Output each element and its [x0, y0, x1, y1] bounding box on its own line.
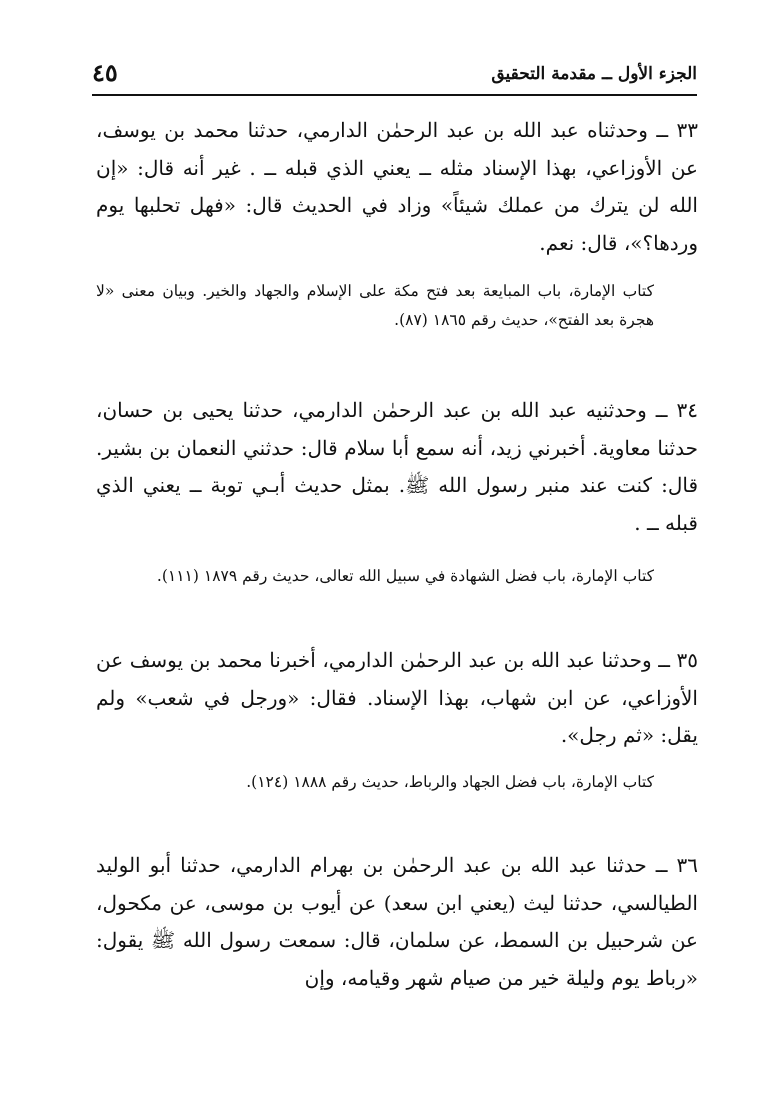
footnote-34: كتاب الإمارة، باب فضل الشهادة في سبيل الله تعالى، حديث رقم ١٨٧٩ (١١١). [156, 567, 654, 585]
hadith-paragraph-36: ٣٦ ــ حدثنا عبد الله بن عبد الرحمٰن بن بهرام الدارمي، حدثنا أبو الوليد الطيالسي، حدثنا ليث (يعني ابن سعد) عن أيوب بن موسى، عن مكحول، عن شرحبيل بن السمط، عن سلمان، قال: سمعت رسول الله ﷺ يقول: «رباط يوم وليلة خير من صيام شهر وقيامه، وإن [96, 853, 698, 990]
footnote-35-block [96, 768, 698, 797]
footnote-33: كتاب الإمارة، باب المبايعة بعد فتح مكة على الإسلام والجهاد والخير. وبيان معنى «لا هجرة بعد الفتح»، حديث رقم ١٨٦٥ (٨٧). [96, 282, 654, 329]
page-header [92, 60, 697, 96]
hadith-paragraph-33: ٣٣ ــ وحدثناه عبد الله بن عبد الرحمٰن الدارمي، حدثنا محمد بن يوسف، عن الأوزاعي، بهذا الإسناد مثله ــ يعني الذي قبله ــ . غير أنه قال: «إن الله لن يترك من عملك شيئاً» وزاد في الحديث قال: «فهل تحلبها يوم وردها؟»، قال: نعم. [96, 118, 698, 255]
entry-33 [96, 112, 698, 262]
footnote-35: كتاب الإمارة، باب فضل الجهاد والرباط، حديث رقم ١٨٨٨ (١٢٤). [246, 773, 654, 791]
running-title: الجزء الأول ــ مقدمة التحقيق [491, 64, 697, 84]
page-number: ٤٥ [92, 58, 118, 87]
hadith-paragraph-35: ٣٥ ــ وحدثنا عبد الله بن عبد الرحمٰن الدارمي، أخبرنا محمد بن يوسف عن الأوزاعي، عن ابن شهاب، بهذا الإسناد. فقال: «ورجل في شعب» ولم يقل: «ثم رجل». [96, 648, 698, 747]
entry-34 [96, 392, 698, 542]
footnote-34-block [96, 562, 698, 591]
entry-36 [96, 847, 698, 997]
entry-35 [96, 642, 698, 755]
hadith-paragraph-34: ٣٤ ــ وحدثنيه عبد الله بن عبد الرحمٰن الدارمي، حدثنا يحيى بن حسان، حدثنا معاوية. أخبرني زيد، أنه سمع أبا سلام قال: حدثني النعمان بن بشير. قال: كنت عند منبر رسول الله ﷺ. بمثل حديث أبـي توبة ــ يعني الذي قبله ــ . [96, 398, 698, 535]
footnote-33-block [96, 277, 698, 335]
